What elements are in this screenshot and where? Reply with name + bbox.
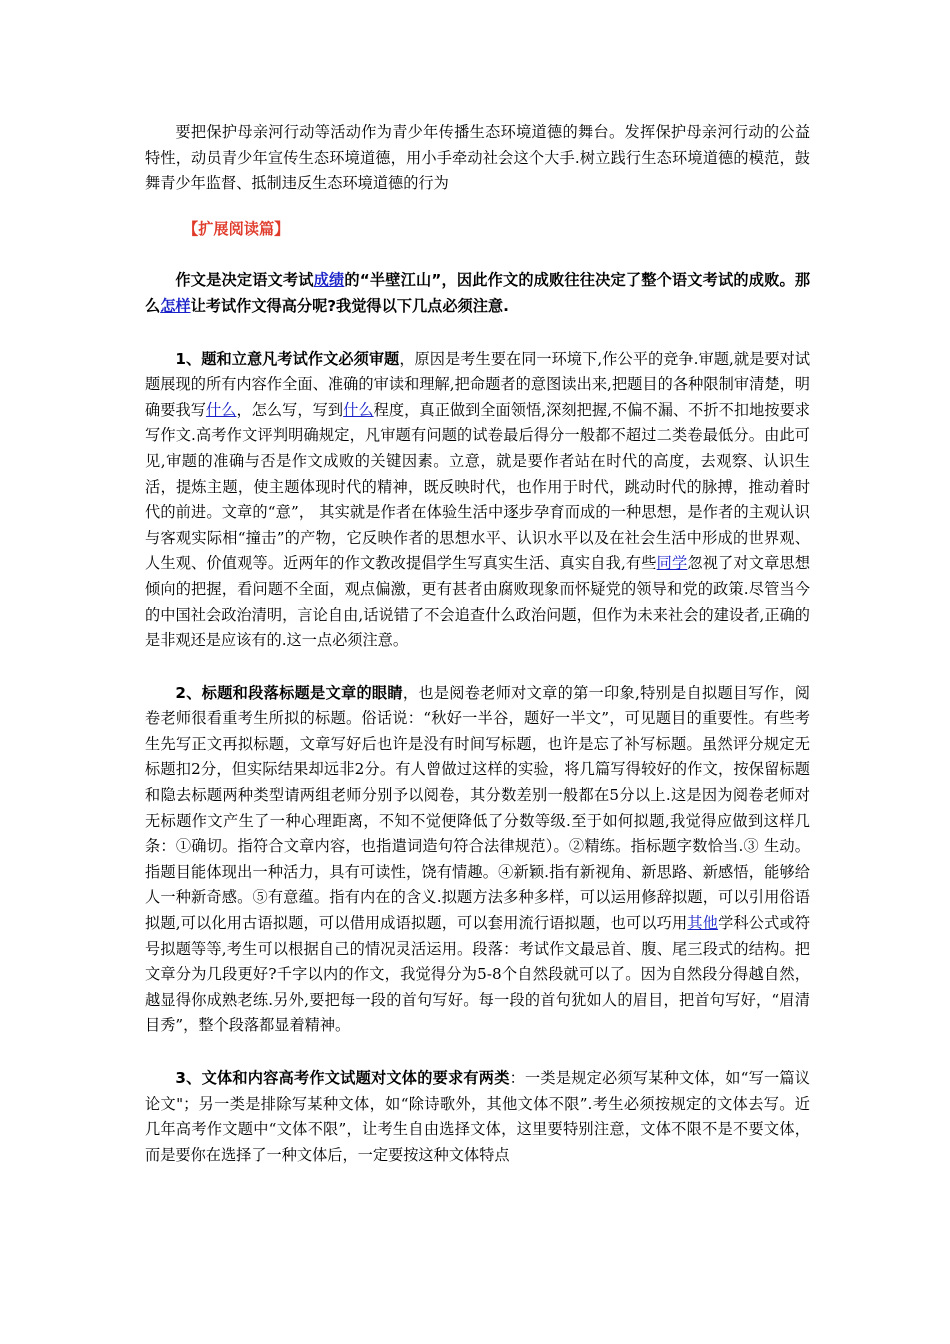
point-2-paragraph [145, 681, 810, 1039]
link-shenme-1[interactable]: 什么 [205, 400, 237, 419]
essay-intro-text-1: 作文是决定语文考试 [175, 271, 314, 290]
link-qita[interactable]: 其他 [687, 914, 719, 933]
point-3-text-1: ：一类是规定必须写某种文体，如“写一篇议论文"；另一类是排除写某种文体，如“除诗歌外，其他文体不限”.考生必须按规定的文体去写。近几年高考作文题中“文体不限”，让考生自由选择文体，这里要特别注意，文体不限不是不要文体，而是要你在选择了一种文体后，一定要按这种文体特点 [145, 1069, 810, 1164]
point-2-text-1: ，也是阅卷老师对文章的第一印象,特别是自拟题目写作，阅卷老师很看重考生所拟的标题。俗话说：“秋好一半谷，题好一半文”，可见题目的重要性。有些考生先写正文再拟标题，文章写好后也许是没有时间写标题，也许是忘了补写标题。虽然评分规定无标题扣2分，但实际结果却远非2分。有人曾做过这样的实验，将几篇写得较好的作文，按保留标题和隐去标题两种类型请两组老师分别予以阅卷，其分数差别一般都在5分以上.这是因为阅卷老师对无标题作文产生了一种心理距离，不知不觉便降低了分数等级.至于如何拟题,我觉得应做到这样几条：①确切。指符合文章内容，也指遣词造句符合法律规范）。②精练。指标题字数恰当.③ 生动。指题目能体现出一种活力，具有可读性，饶有情趣。④新颖.指有新视角、新思路、新感悟，能够给人一种新奇感。⑤有意蕴。指有内在的含义.拟题方法多种多样，可以运用修辞拟题，可以引用俗语拟题,可以化用古语拟题，可以借用成语拟题，可以套用流行语拟题，也可以巧用 [145, 683, 810, 933]
essay-intro-paragraph [145, 268, 810, 319]
link-zenyang[interactable]: 怎样 [160, 296, 191, 315]
point-1-text-4: 忽视了对文章思想倾向的把握，看问题不全面，观点偏激，更有甚者由腐败现象而怀疑党的领导和党的政策.尽管当今的中国社会政治清明，言论自由,话说错了不会追查什么政治问题，但作为未来社会的建设者,正确的是非观还是应该有的.这一点必须注意。 [145, 554, 811, 650]
point-3-paragraph [145, 1066, 810, 1168]
point-3-heading: 3、文体和内容高考作文试题对文体的要求有两类 [175, 1069, 510, 1087]
point-2-heading: 2、标题和段落标题是文章的眼睛 [175, 683, 403, 702]
essay-intro-text-2: 的“半壁江山”，因此作文的成败往往决定了整个语文考试的成败。那么 [145, 271, 811, 315]
point-1-text-3: 程度，真正做到全面领悟,深刻把握,不偏不漏、不折不扣地按要求写作文.高考作文评判明确规定，凡审题有问题的试卷最后得分一般都不超过二类卷最低分。由此可见,审题的准确与否是作文成败的关键因素。立意，就是要作者站在时代的高度，去观察、认识生活，提炼主题，使主题体现时代的精神，既反映时代，也作用于时代，跳动时代的脉搏，推动着时代的前进。文章的“意”， 其实就是作者在体验生活中逐步孕育而成的一种思想，是作者的主观认识与客观实际相“撞击”的产物，它反映作者的思想水平、认识水平以及在社会生活中形成的世界观、人生观、价值观等。近两年的作文教改提倡学生写真实生活、真实自我,有些 [145, 400, 811, 573]
link-chengji[interactable]: 成绩 [313, 271, 345, 290]
point-2-text-2: 学科公式或符号拟题等等,考生可以根据自己的情况灵活运用。段落：考试作文最忌首、腹、尾三段式的结构。把文章分为几段更好?千字以内的作文，我觉得分为5-8个自然段就可以了。因为自然段分得越自然，越显得你成熟老练.另外,要把每一段的首句写好。每一段的首句犹如人的眉目，把首句写好，“眉清目秀”，整个段落都显着精神。 [145, 914, 811, 1035]
point-1-heading: 1、题和立意凡考试作文必须审题 [175, 349, 400, 368]
section-title: 【扩展阅读篇】 [183, 219, 290, 238]
link-shenme-2[interactable]: 什么 [343, 400, 374, 419]
point-1-text-1: ，原因是考生要在同一环境下,作公平的竞争.审题,就是要对试题展现的所有内容作全面、准确的审读和理解,把命题者的意图读出来,把题目的各种限制审清楚，明确要我写 [145, 349, 811, 419]
essay-intro-text-3: 让考试作文得高分呢?我觉得以下几点必须注意. [190, 296, 509, 315]
point-1-paragraph [145, 347, 810, 654]
link-tongxue[interactable]: 同学 [656, 554, 688, 573]
intro-paragraph: 要把保护母亲河行动等活动作为青少年传播生态环境道德的舞台。发挥保护母亲河行动的公益特性，动员青少年宣传生态环境道德，用小手牵动社会这个大手.树立践行生态环境道德的模范，鼓舞青少年监督、抵制违反生态环境道德的行为 [145, 123, 810, 193]
point-1-text-2: ，怎么写，写到 [236, 400, 344, 419]
document-page [145, 120, 810, 1168]
